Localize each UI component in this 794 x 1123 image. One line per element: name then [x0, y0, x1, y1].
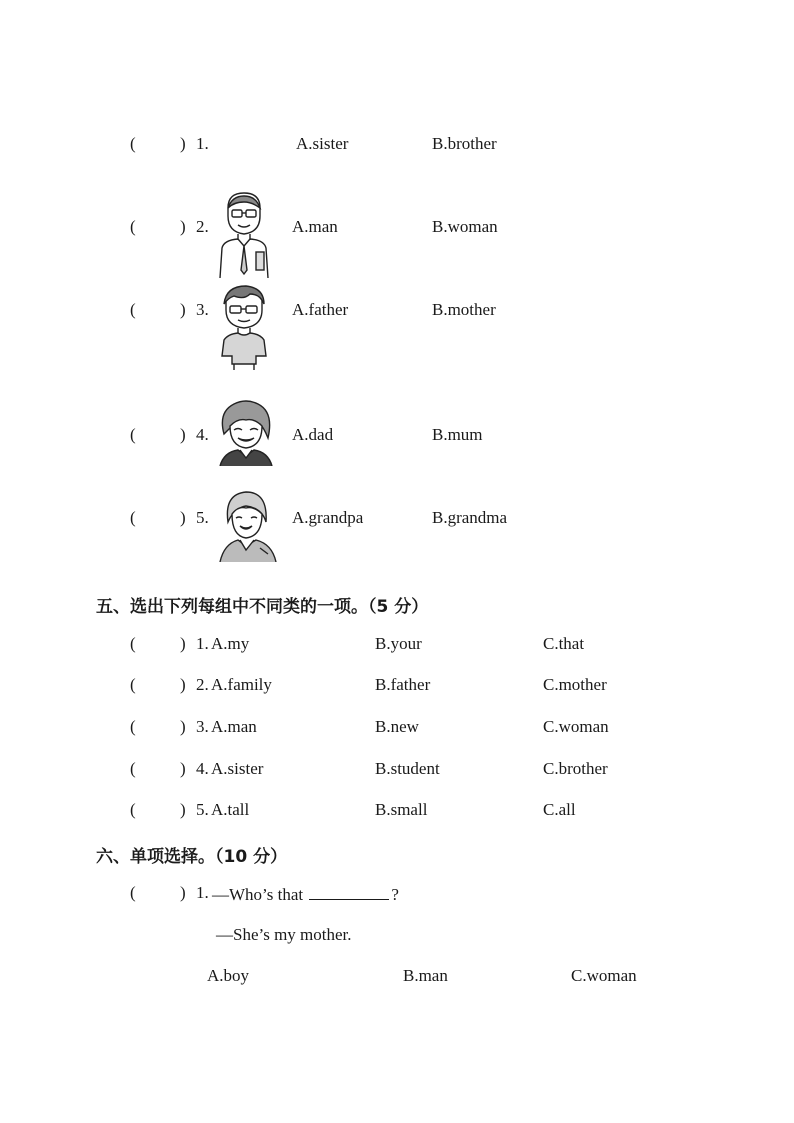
- answer-paren-open: (: [130, 675, 136, 694]
- option-a: A.tall: [211, 800, 250, 819]
- option-c: C.brother: [543, 759, 608, 778]
- question-number: 4.: [196, 425, 209, 444]
- answer-paren-close: ): [180, 300, 186, 319]
- option-c: C.all: [543, 800, 576, 819]
- answer-paren-open: (: [130, 800, 136, 819]
- option-a: A.man: [211, 717, 257, 736]
- s4-question-2: [0, 217, 794, 247]
- question-number: 4.: [196, 759, 209, 778]
- option-c: C.that: [543, 634, 585, 653]
- option-a: A.boy: [207, 966, 250, 985]
- boy-with-glasses-icon: [216, 284, 272, 370]
- question-text-start: —Who’s that: [212, 885, 304, 904]
- answer-paren-close: ): [180, 800, 186, 819]
- section-6-heading: 六、单项选择。（10 分）: [96, 847, 288, 867]
- option-b: B.new: [375, 717, 419, 736]
- answer-paren-open: (: [130, 300, 136, 319]
- option-a: A.father: [292, 300, 349, 319]
- answer-paren-close: ): [180, 217, 186, 236]
- question-number: 1.: [196, 634, 209, 653]
- answer-paren-open: (: [130, 134, 136, 153]
- answer-paren-open: (: [130, 217, 136, 236]
- option-b: B.small: [375, 800, 428, 819]
- answer-blank[interactable]: [309, 883, 389, 900]
- option-a: A.my: [211, 634, 250, 653]
- option-b: B.man: [403, 966, 448, 985]
- answer-paren-open: (: [130, 634, 136, 653]
- option-a: A.family: [211, 675, 272, 694]
- question-number: 1.: [196, 134, 209, 153]
- answer-paren-close: ): [180, 759, 186, 778]
- question-number: 3.: [196, 717, 209, 736]
- option-b: B.brother: [432, 134, 497, 153]
- question-number: 2.: [196, 217, 209, 236]
- option-c: C.woman: [571, 966, 637, 985]
- question-number: 5.: [196, 800, 209, 819]
- option-b: B.mum: [432, 425, 483, 444]
- answer-paren-open: (: [130, 425, 136, 444]
- s6-answer-line: [0, 925, 794, 955]
- s6-options: [0, 966, 794, 996]
- smiling-woman-icon: [216, 398, 276, 466]
- question-number: 3.: [196, 300, 209, 319]
- question-text: [212, 883, 399, 905]
- answer-paren-open: (: [130, 759, 136, 778]
- answer-paren-open: (: [130, 717, 136, 736]
- answer-paren-close: ): [180, 425, 186, 444]
- option-a: A.grandpa: [292, 508, 364, 527]
- option-b: B.mother: [432, 300, 496, 319]
- section-5-heading: 五、选出下列每组中不同类的一项。（5 分）: [96, 597, 429, 617]
- s5-question-2: [0, 675, 794, 705]
- question-text-end: ?: [391, 885, 399, 904]
- option-a: A.dad: [292, 425, 334, 444]
- s6-question-1: [0, 883, 794, 913]
- option-c: C.mother: [543, 675, 607, 694]
- s4-question-1: [0, 134, 794, 164]
- answer-paren-open: (: [130, 508, 136, 527]
- dialogue-reply: —She’s my mother.: [216, 925, 352, 944]
- option-b: B.grandma: [432, 508, 508, 527]
- option-b: B.student: [375, 759, 440, 778]
- man-with-glasses-icon: [216, 190, 272, 278]
- s5-question-5: [0, 800, 794, 830]
- s4-question-5: [0, 508, 794, 538]
- option-b: B.your: [375, 634, 422, 653]
- s4-question-4: [0, 425, 794, 455]
- option-b: B.father: [375, 675, 431, 694]
- s4-question-3: [0, 300, 794, 330]
- answer-paren-close: ): [180, 634, 186, 653]
- option-a: A.sister: [211, 759, 264, 778]
- answer-paren-close: ): [180, 134, 186, 153]
- answer-paren-open: (: [130, 883, 136, 902]
- question-number: 5.: [196, 508, 209, 527]
- answer-paren-close: ): [180, 717, 186, 736]
- s5-question-3: [0, 717, 794, 747]
- option-b: B.woman: [432, 217, 498, 236]
- option-c: C.woman: [543, 717, 609, 736]
- option-a: A.sister: [296, 134, 349, 153]
- option-a: A.man: [292, 217, 338, 236]
- s5-question-4: [0, 759, 794, 789]
- answer-paren-close: ): [180, 883, 186, 902]
- s5-question-1: [0, 634, 794, 664]
- question-number: 1.: [196, 883, 209, 902]
- answer-paren-close: ): [180, 508, 186, 527]
- old-woman-icon: [216, 488, 280, 562]
- question-number: 2.: [196, 675, 209, 694]
- answer-paren-close: ): [180, 675, 186, 694]
